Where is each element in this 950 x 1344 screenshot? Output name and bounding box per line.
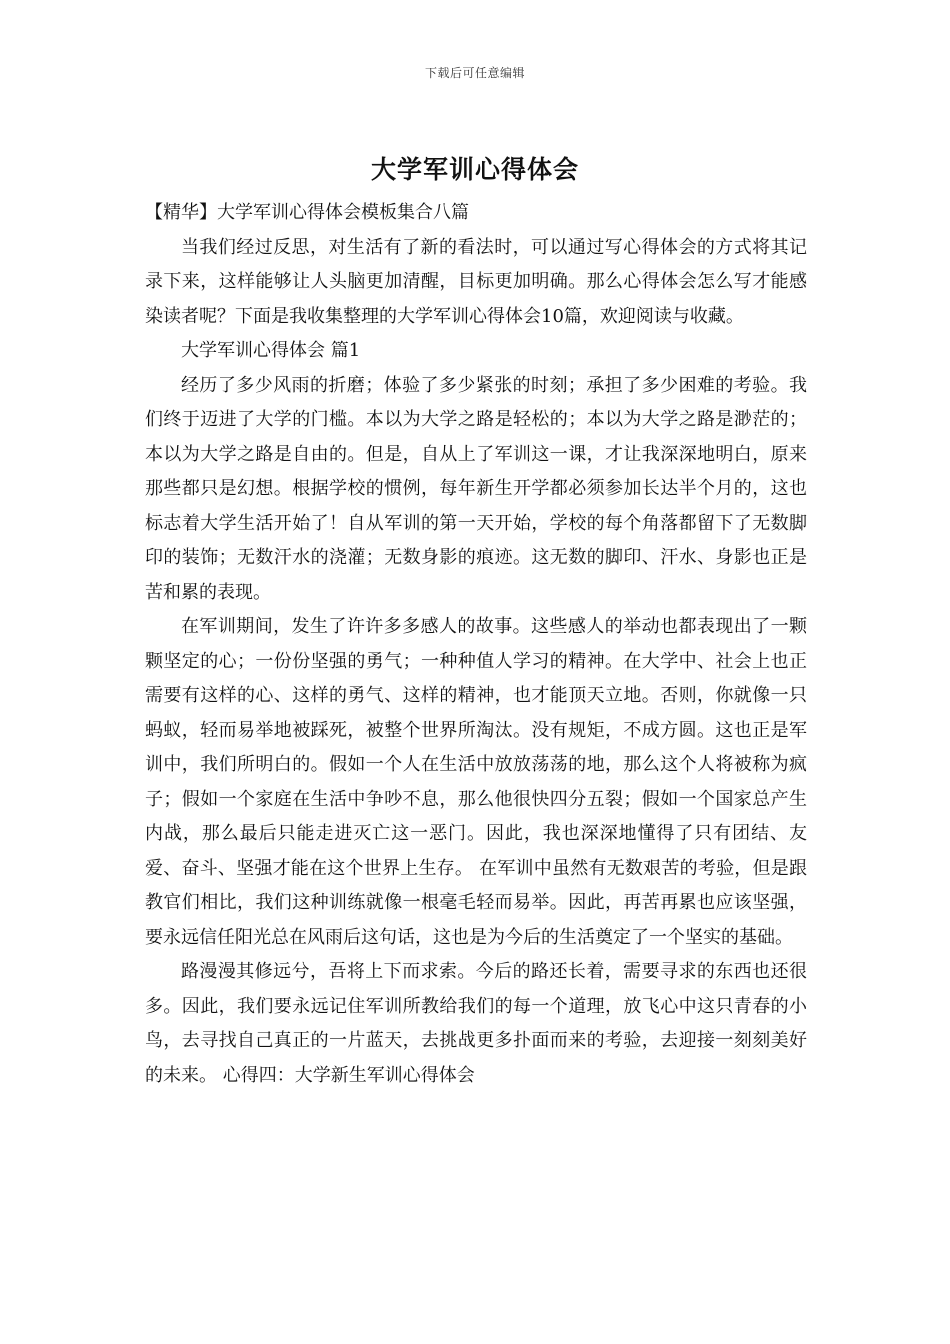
paragraph-intro: 当我们经过反思，对生活有了新的看法时，可以通过写心得体会的方式将其记录下来，这样能够让人头脑更加清醒，目标更加明确。那么心得体会怎么写才能感染读者呢？下面是我收集整理的大学军训心得体会10篇，欢迎阅读与收藏。 — [145, 236, 807, 327]
document-title: 大学军训心得体会 — [370, 155, 579, 184]
paragraph-body: 在军训期间，发生了许许多多感人的故事。这些感人的举动也都表现出了一颗颗坚定的心；一份份坚强的勇气；一种种值人学习的精神。在大学中、社会上也正需要有这样的心、这样的勇气、这样的精神，也才能顶天立地。否则，你就像一只蚂蚁，轻而易举地被踩死，被整个世界所淘汰。没有规矩，不成方圆。这也正是军训中，我们所明白的。假如一个人在生活中放放荡荡的地，那么这个人将被称为疯子；假如一个家庭在生活中争吵不息，那么他很快四分五裂；假如一个国家总产生内战，那么最后只能走进灭亡这一恶门。因此，我也深深地懂得了只有团结、友爱、奋斗、坚强才能在这个世界上生存。 在军训中虽然有无数艰苦的考验，但是跟教官们相比，我们这种训练就像一根毫毛轻而易举。因此，再苦再累也应该坚强，要永远信任阳光总在风雨后这句话，这也是为今后的生活奠定了一个坚实的基础。 — [145, 616, 807, 948]
paragraph-body: 路漫漫其修远兮，吾将上下而求索。今后的路还长着，需要寻求的东西也还很多。因此，我们要永远记住军训所教给我们的每一个道理，放飞心中这只青春的小鸟，去寻找自己真正的一片蓝天，去挑战更多扑面而来的考验，去迎接一刻刻美好的未来。 心得四：大学新生军训心得体会 — [145, 961, 807, 1086]
document-subtitle: 【精华】大学军训心得体会模板集合八篇 — [145, 202, 469, 223]
header-note: 下载后可任意编辑 — [424, 66, 525, 80]
document-body — [145, 196, 807, 1093]
section-heading: 大学军训心得体会 篇1 — [181, 340, 361, 361]
paragraph-body: 经历了多少风雨的折磨；体验了多少紧张的时刻；承担了多少困难的考验。我们终于迈进了大学的门槛。本以为大学之路是轻松的；本以为大学之路是渺茫的；本以为大学之路是自由的。但是，自从上了军训这一课，才让我深深地明白，原来那些都只是幻想。根据学校的惯例，每年新生开学都必须参加长达半个月的，这也标志着大学生活开始了！自从军训的第一天开始，学校的每个角落都留下了无数脚印的装饰；无数汗水的浇灌；无数身影的痕迹。这无数的脚印、汗水、身影也正是苦和累的表现。 — [145, 374, 807, 603]
